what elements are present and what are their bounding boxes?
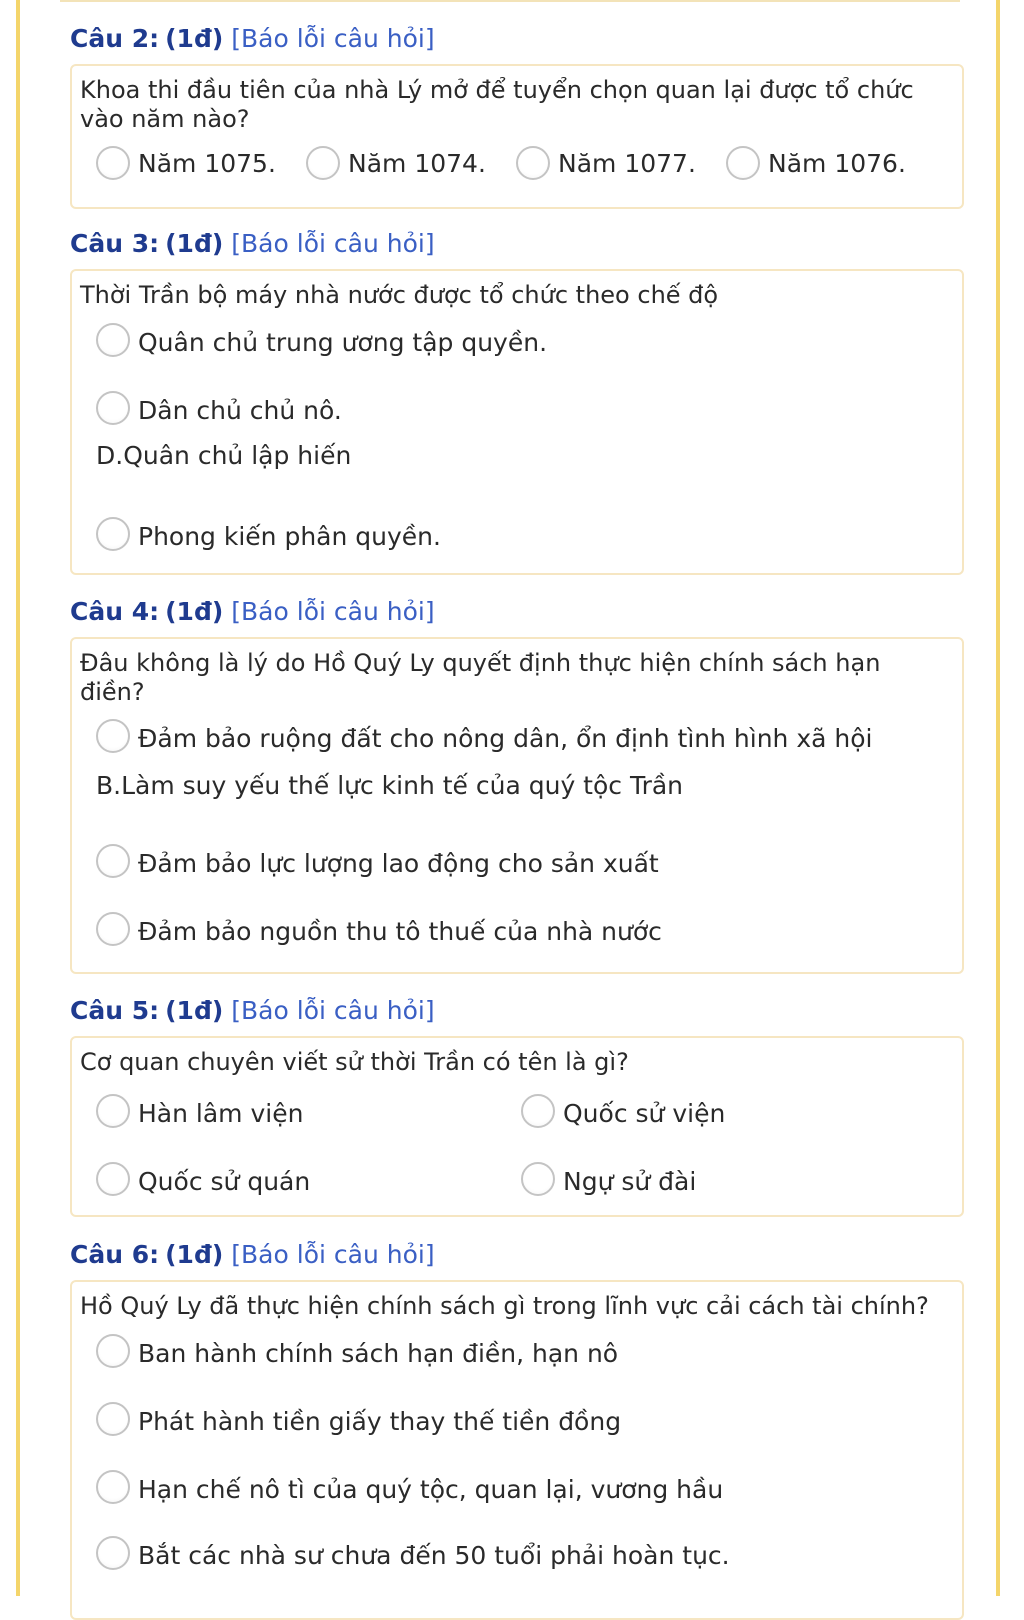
question-text: Đâu không là lý do Hồ Quý Ly quyết định thực hiện chính sách hạn điền?	[80, 649, 881, 706]
radio-button[interactable]	[516, 146, 550, 180]
option-b[interactable]	[96, 391, 696, 427]
option-d[interactable]	[96, 912, 916, 948]
option-label: Quốc sử viện	[563, 1099, 726, 1128]
radio-button[interactable]	[96, 844, 130, 878]
question-points: (1đ)	[165, 24, 224, 53]
option-label: Đảm bảo lực lượng lao động cho sản xuất	[138, 849, 659, 878]
option-label: Phong kiến phân quyền.	[138, 522, 441, 551]
option-a[interactable]	[96, 1334, 916, 1370]
divider	[60, 0, 960, 2]
radio-button[interactable]	[521, 1162, 555, 1196]
option-label: Dân chủ chủ nô.	[138, 396, 342, 425]
answer-note: D.Quân chủ lập hiến	[96, 441, 352, 470]
option-label: Hàn lâm viện	[138, 1099, 304, 1128]
option-c[interactable]	[516, 146, 716, 182]
option-b[interactable]	[96, 1402, 916, 1438]
question-header	[70, 229, 964, 259]
radio-button[interactable]	[306, 146, 340, 180]
report-error-link[interactable]: [Báo lỗi câu hỏi]	[231, 1240, 435, 1269]
report-error-link[interactable]: [Báo lỗi câu hỏi]	[231, 996, 435, 1025]
radio-button[interactable]	[96, 1162, 130, 1196]
radio-button[interactable]	[96, 1536, 130, 1570]
option-label: Năm 1074.	[348, 149, 486, 178]
question-box	[70, 1280, 964, 1620]
question-number: Câu 6:	[70, 1240, 160, 1269]
radio-button[interactable]	[96, 323, 130, 357]
option-c[interactable]	[96, 517, 696, 553]
option-c[interactable]	[96, 1470, 916, 1506]
radio-button[interactable]	[96, 1094, 130, 1128]
question-number: Câu 2:	[70, 24, 160, 53]
question-box	[70, 269, 964, 575]
option-label: Năm 1075.	[138, 149, 276, 178]
radio-button[interactable]	[96, 391, 130, 425]
question-header	[70, 24, 964, 54]
option-label: Ngự sử đài	[563, 1167, 697, 1196]
radio-button[interactable]	[726, 146, 760, 180]
question-points: (1đ)	[165, 1240, 224, 1269]
option-c[interactable]	[96, 1162, 496, 1198]
question-5	[70, 996, 964, 1217]
question-text: Thời Trần bộ máy nhà nước được tổ chức theo chế độ	[80, 281, 719, 309]
question-number: Câu 4:	[70, 597, 160, 626]
question-6	[70, 1240, 964, 1620]
question-points: (1đ)	[165, 229, 224, 258]
radio-button[interactable]	[96, 517, 130, 551]
option-label: Đảm bảo nguồn thu tô thuế của nhà nước	[138, 917, 662, 946]
question-number: Câu 3:	[70, 229, 160, 258]
option-label: Bắt các nhà sư chưa đến 50 tuổi phải hoàn tục.	[138, 1541, 730, 1570]
option-label: Ban hành chính sách hạn điền, hạn nô	[138, 1339, 619, 1368]
radio-button[interactable]	[96, 912, 130, 946]
question-header	[70, 1240, 964, 1270]
question-text: Khoa thi đầu tiên của nhà Lý mở để tuyển chọn quan lại được tổ chức vào năm nào?	[80, 76, 914, 133]
radio-button[interactable]	[96, 1470, 130, 1504]
question-box	[70, 64, 964, 209]
option-a[interactable]	[96, 1094, 496, 1130]
radio-button[interactable]	[96, 1402, 130, 1436]
answer-note: B.Làm suy yếu thế lực kinh tế của quý tộc Trần	[96, 771, 684, 800]
option-d[interactable]	[726, 146, 926, 182]
option-d[interactable]	[96, 1536, 916, 1572]
option-c[interactable]	[96, 844, 916, 880]
question-box	[70, 637, 964, 974]
option-label: Phát hành tiền giấy thay thế tiền đồng	[138, 1407, 622, 1436]
question-number: Câu 5:	[70, 996, 160, 1025]
option-a[interactable]	[96, 323, 696, 359]
option-label: Quân chủ trung ương tập quyền.	[138, 328, 548, 357]
option-b[interactable]	[306, 146, 506, 182]
option-b[interactable]	[521, 1094, 921, 1130]
option-label: Năm 1076.	[768, 149, 906, 178]
option-label: Năm 1077.	[558, 149, 696, 178]
option-d[interactable]	[521, 1162, 921, 1198]
report-error-link[interactable]: [Báo lỗi câu hỏi]	[231, 24, 435, 53]
question-text: Hồ Quý Ly đã thực hiện chính sách gì trong lĩnh vực cải cách tài chính?	[80, 1292, 929, 1320]
radio-button[interactable]	[96, 719, 130, 753]
question-3	[70, 229, 964, 575]
option-label: Quốc sử quán	[138, 1167, 311, 1196]
question-2	[70, 24, 964, 209]
report-error-link[interactable]: [Báo lỗi câu hỏi]	[231, 597, 435, 626]
option-a[interactable]	[96, 146, 296, 182]
question-header	[70, 996, 964, 1026]
question-text: Cơ quan chuyên viết sử thời Trần có tên là gì?	[80, 1048, 629, 1076]
question-points: (1đ)	[165, 996, 224, 1025]
option-a[interactable]	[96, 719, 916, 755]
option-label: Đảm bảo ruộng đất cho nông dân, ổn định tình hình xã hội	[138, 724, 873, 753]
question-4	[70, 597, 964, 974]
question-points: (1đ)	[165, 597, 224, 626]
radio-button[interactable]	[96, 146, 130, 180]
question-header	[70, 597, 964, 627]
radio-button[interactable]	[96, 1334, 130, 1368]
question-box	[70, 1036, 964, 1217]
report-error-link[interactable]: [Báo lỗi câu hỏi]	[231, 229, 435, 258]
radio-button[interactable]	[521, 1094, 555, 1128]
option-label: Hạn chế nô tì của quý tộc, quan lại, vương hầu	[138, 1475, 724, 1504]
